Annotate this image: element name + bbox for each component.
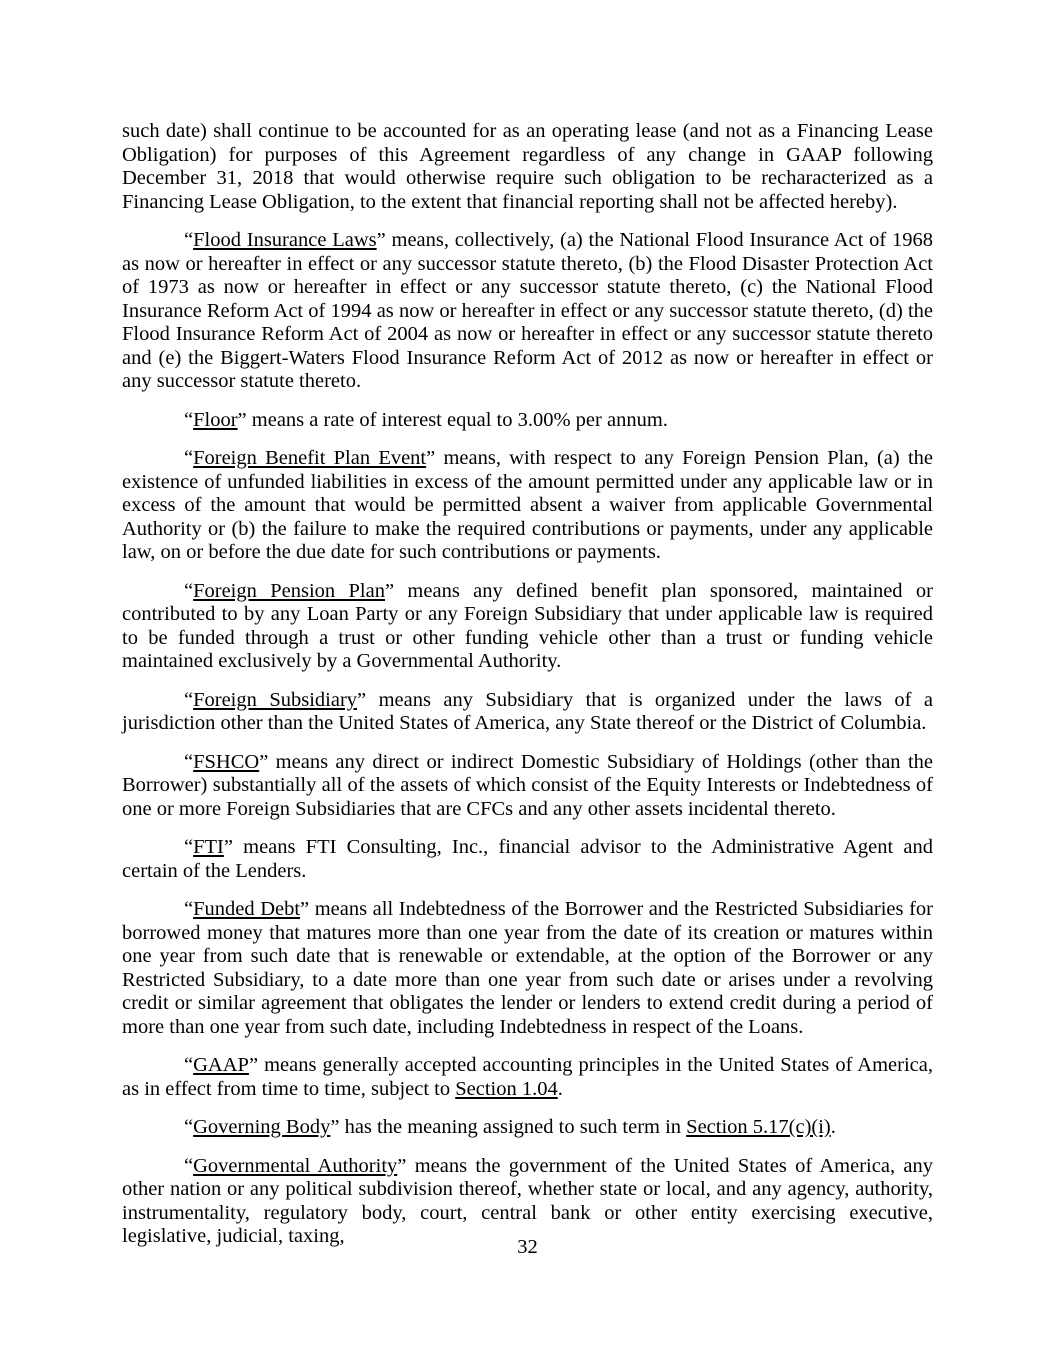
defined-term: Foreign Benefit Plan Event xyxy=(193,447,427,469)
section-reference: Section 1.04 xyxy=(455,1077,558,1100)
paragraph-text: “ xyxy=(184,1054,194,1076)
paragraph xyxy=(122,1054,933,1101)
paragraph-text: ” means the government of the United States of America, any other nation or any political subdivision thereof, whether state or local, and any agency, authority, instrumentality, regulatory body, court, central bank or other entity exercising executive, legislative, judicial, taxing, xyxy=(122,1154,933,1247)
paragraph-text: ” means a rate of interest equal to 3.00% per annum. xyxy=(237,408,668,431)
paragraph-text: “ xyxy=(184,750,194,773)
paragraph-text: “ xyxy=(184,1116,194,1138)
paragraph-text: “ xyxy=(184,836,194,858)
paragraph-text: . xyxy=(830,1116,836,1138)
paragraph-text: “ xyxy=(184,898,194,920)
paragraph xyxy=(122,229,933,394)
paragraph-text: ” means, collectively, (a) the National Flood Insurance Act of 1968 as now or hereafter in effect or any successor statute thereto, (b) the Flood Disaster Protection Act of 1973 as now or hereafter in effect or any successor statute thereto, (c) the National Flood Insurance Reform Act of 1994 as now or hereafter in effect or any successor statute thereto, (d) the Flood Insurance Reform Act of 2004 as now or hereafter in effect or any successor statute thereto and (e) the Biggert-Waters Flood Insurance Reform Act of 2012 as now or hereafter in effect or any successor statute thereto. xyxy=(122,229,933,392)
paragraph xyxy=(122,689,933,736)
paragraph-text: ” means generally accepted accounting principles in the United States of America, as in effect from time to time, subject to xyxy=(122,1054,933,1100)
defined-term: Governmental Authority xyxy=(193,1154,398,1177)
defined-term: GAAP xyxy=(193,1054,249,1076)
defined-term: Foreign Subsidiary xyxy=(193,688,358,711)
paragraph-text: “ xyxy=(184,408,194,431)
section-reference: Section 5.17(c)(i) xyxy=(686,1116,831,1138)
paragraph-text: “ xyxy=(184,579,194,602)
defined-term: Governing Body xyxy=(193,1116,331,1138)
paragraph-text: ” means all Indebtedness of the Borrower and the Restricted Subsidiaries for borrowed money that matures more than one year from the date of its creation or matures within one year from such date that is renewable or extendable, at the option of the Borrower or any Restricted Subsidiary, to a date more than one year from such date or arises under a revolving credit or similar agreement that obligates the lender or lenders to extend credit during a period of more than one year from such date, including Indebtedness in respect of the Loans. xyxy=(122,898,933,1038)
paragraph xyxy=(122,120,933,214)
paragraph-text: ” means any Subsidiary that is organized under the laws of a jurisdiction other than the United States of America, any State thereof or the District of Columbia. xyxy=(122,688,933,734)
paragraph-text: ” means any defined benefit plan sponsored, maintained or contributed to by any Loan Party or any Foreign Subsidiary that under applicable law is required to be funded through a trust or other funding vehicle other than a trust or funding vehicle maintained exclusively by a Governmental Authority. xyxy=(122,579,933,672)
defined-term: FSHCO xyxy=(193,750,260,773)
paragraph-text: “ xyxy=(184,688,194,711)
paragraph-text: “ xyxy=(184,229,194,251)
paragraph-text: ” means FTI Consulting, Inc., financial advisor to the Administrative Agent and certain of the Lenders. xyxy=(122,836,933,882)
paragraph xyxy=(122,1116,933,1140)
paragraph-text: ” means any direct or indirect Domestic Subsidiary of Holdings (other than the Borrower) substantially all of the assets of which consist of the Equity Interests or Indebtedness of one or more Foreign Subsidiaries that are CFCs and any other assets incidental thereto. xyxy=(122,750,933,820)
defined-term: Funded Debt xyxy=(193,898,301,920)
defined-term: FTI xyxy=(193,836,224,858)
paragraph xyxy=(122,836,933,883)
document-body xyxy=(122,120,933,1264)
paragraph-text: such date) shall continue to be accounted for as an operating lease (and not as a Financing Lease Obligation) for purposes of this Agreement regardless of any change in GAAP following December 31, 2018 that would otherwise require such obligation to be recharacterized as a Financing Lease Obligation, to the extent that financial reporting shall not be affected hereby). xyxy=(122,120,933,213)
paragraph-text: ” has the meaning assigned to such term in xyxy=(330,1116,687,1138)
paragraph-text: “ xyxy=(184,447,194,469)
paragraph-text: ” means, with respect to any Foreign Pension Plan, (a) the existence of unfunded liabilities in excess of the amount permitted under any applicable law or in excess of the amount that would be permitted absent a waiver from applicable Governmental Authority or (b) the failure to make the required contributions or payments, under any applicable law, on or before the due date for such contributions or payments. xyxy=(122,447,933,563)
page-number: 32 xyxy=(517,1236,538,1258)
paragraph xyxy=(122,580,933,674)
defined-term: Foreign Pension Plan xyxy=(193,579,385,602)
paragraph xyxy=(122,1155,933,1249)
paragraph xyxy=(122,447,933,565)
defined-term: Floor xyxy=(193,408,238,431)
paragraph xyxy=(122,409,933,433)
paragraph-text: . xyxy=(557,1077,563,1100)
paragraph xyxy=(122,898,933,1039)
paragraph-text: “ xyxy=(184,1154,194,1177)
defined-term: Flood Insurance Laws xyxy=(193,229,377,251)
paragraph xyxy=(122,751,933,822)
